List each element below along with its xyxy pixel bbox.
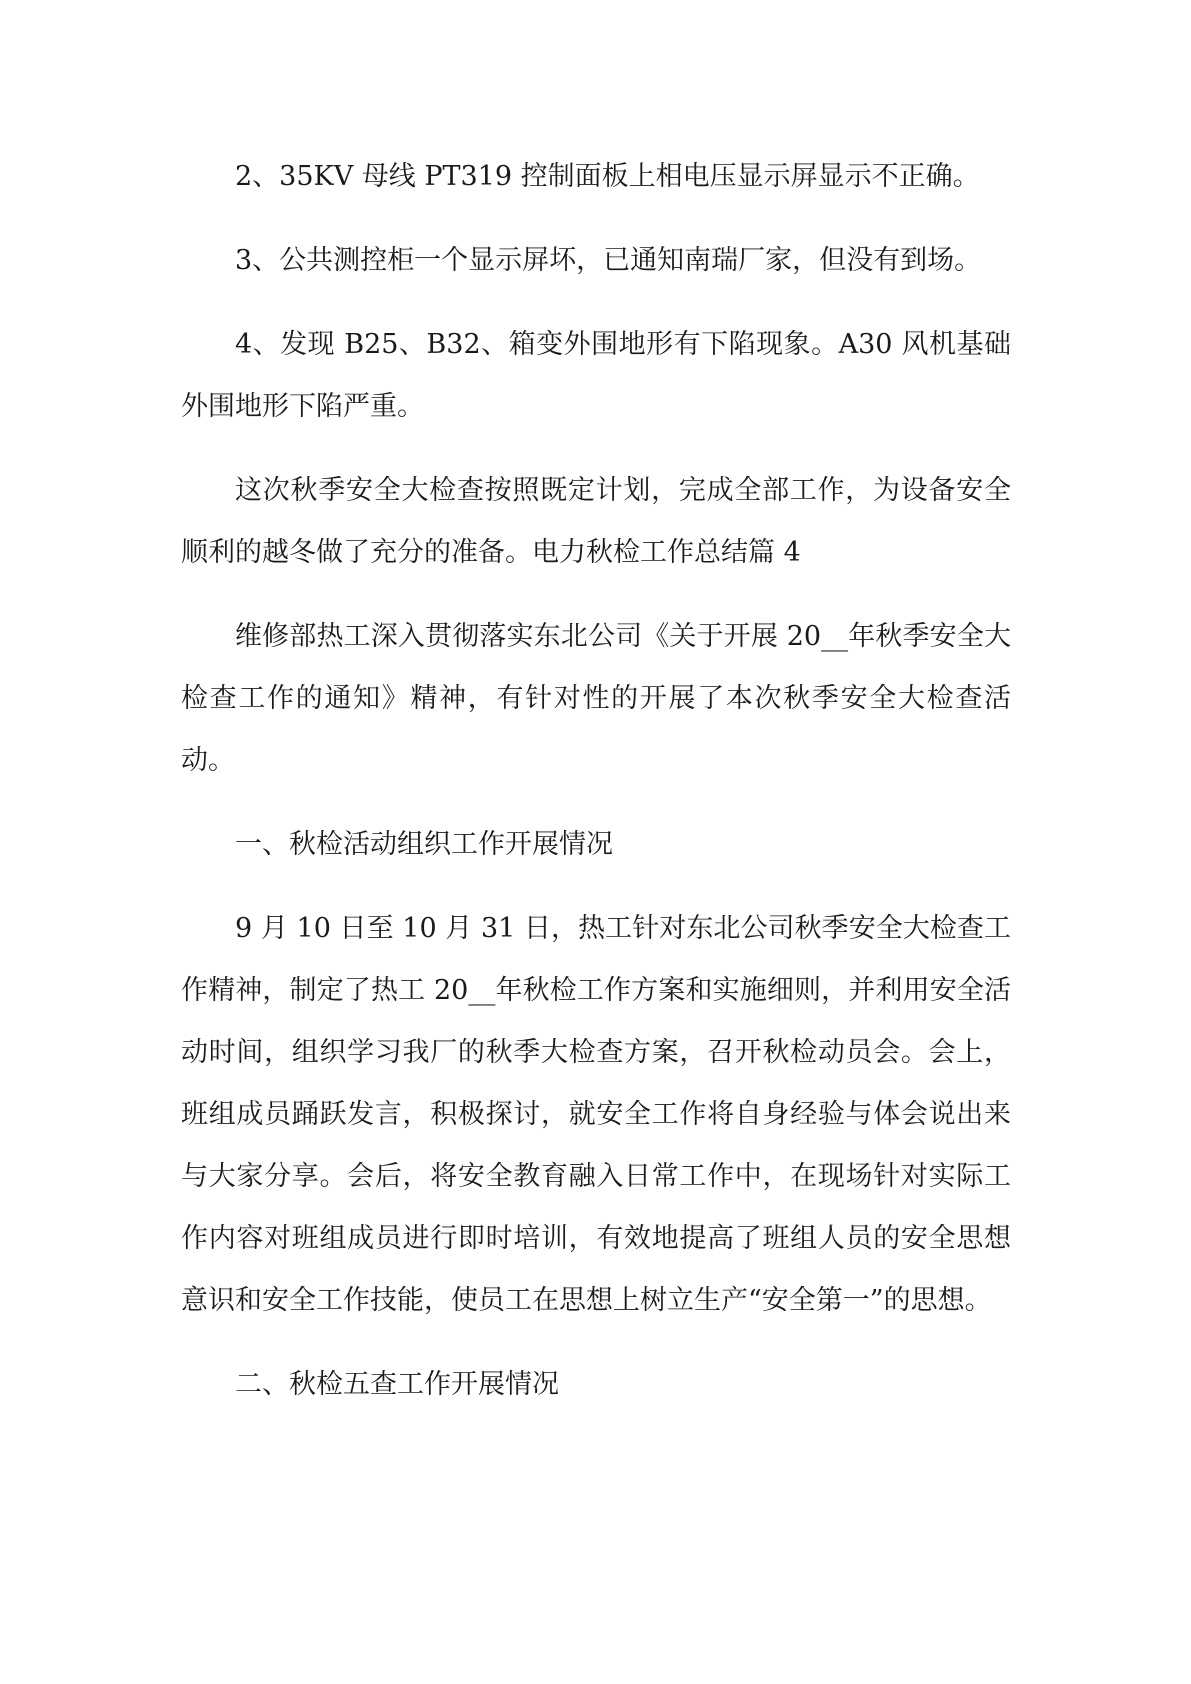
section-heading-2: 二、秋检五查工作开展情况 [235,1369,559,1400]
paragraph-item-4: 4、发现 B25、B32、箱变外围地形有下陷现象。A30 风机基础外围地形下陷严重。 [181,329,1011,422]
paragraph-section-1-body: 9 月 10 日至 10 月 31 日，热工针对东北公司秋季安全大检查工作精神，制定了热工 20__年秋检工作方案和实施细则，并利用安全活动时间，组织学习我厂的秋季大检查方案，召开秋检动员会。会上，班组成员踊跃发言，积极探讨，就安全工作将自身经验与体会说出来与大家分享。会后，将安全教育融入日常工作中，在现场针对实际工作内容对班组成员进行即时培训，有效地提高了班组人员的安全思想意识和安全工作技能，使员工在思想上树立生产“安全第一”的思想。 [181,913,1011,1316]
document-body [181,146,1011,1438]
paragraph-intro: 维修部热工深入贯彻落实东北公司《关于开展 20__年秋季安全大检查工作的通知》精神，有针对性的开展了本次秋季安全大检查活动。 [181,621,1011,776]
paragraph-item-2: 2、35KV 母线 PT319 控制面板上相电压显示屏显示不正确。 [235,161,980,192]
paragraph-summary: 这次秋季安全大检查按照既定计划，完成全部工作，为设备安全顺利的越冬做了充分的准备。电力秋检工作总结篇 4 [181,475,1011,568]
paragraph-item-3: 3、公共测控柜一个显示屏坏，已通知南瑞厂家，但没有到场。 [235,245,982,276]
section-heading-1: 一、秋检活动组织工作开展情况 [235,829,613,860]
